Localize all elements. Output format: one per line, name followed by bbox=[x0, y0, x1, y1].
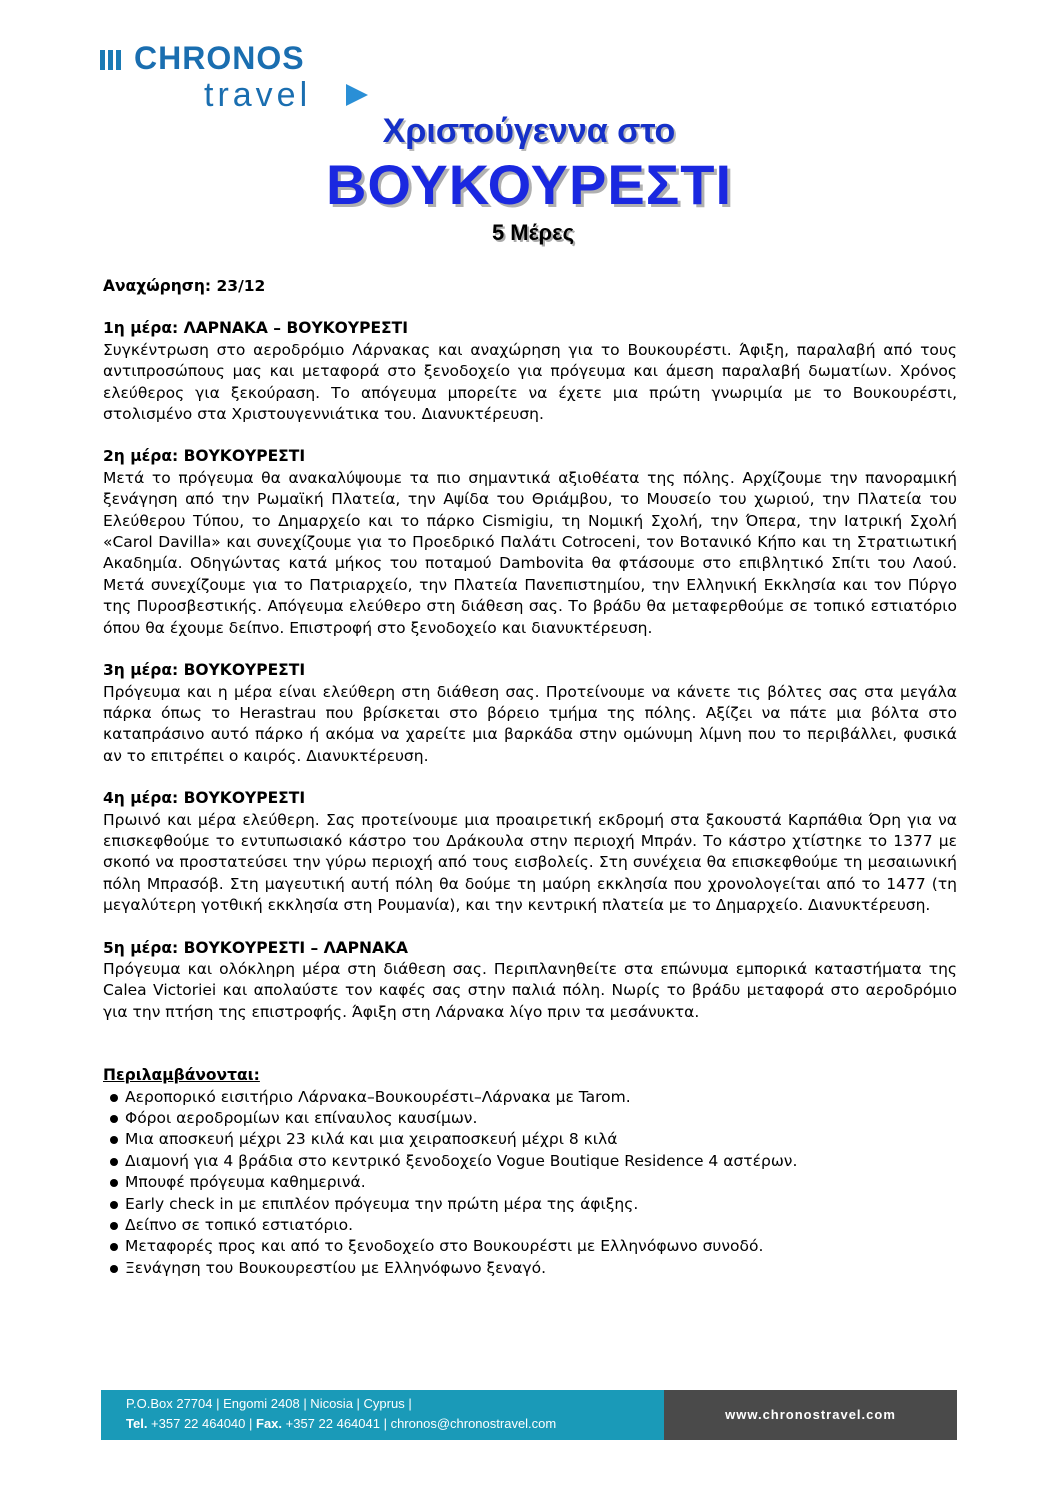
title-line1: Χριστούγεννα στο bbox=[382, 112, 676, 150]
footer-bar bbox=[101, 1390, 957, 1440]
day-1 bbox=[103, 318, 957, 425]
day-title: 2η μέρα: ΒΟΥΚΟΥΡΕΣΤΙ bbox=[103, 447, 306, 466]
day-title: 4η μέρα: ΒΟΥΚΟΥΡΕΣΤΙ bbox=[103, 789, 306, 808]
website-link[interactable]: www.chronostravel.com bbox=[725, 1407, 896, 1422]
footer-website-box bbox=[664, 1390, 957, 1440]
list-item: Early check in με επιπλέον πρόγευμα την πρώτη μέρα της άφιξης. bbox=[109, 1194, 957, 1215]
footer-contact bbox=[126, 1416, 556, 1431]
tel-label: Tel. bbox=[126, 1416, 148, 1431]
logo-brand: CHRONOS bbox=[134, 40, 305, 76]
day-title: 3η μέρα: ΒΟΥΚΟΥΡΕΣΤΙ bbox=[103, 661, 306, 680]
list-item: Αεροπορικό εισιτήριο Λάρνακα–Βουκουρέστι–Λάρνακα με Tarom. bbox=[109, 1087, 957, 1108]
list-item: Δείπνο σε τοπικό εστιατόριο. bbox=[109, 1215, 957, 1236]
logo-sub: travel bbox=[204, 76, 312, 114]
day-title: 1η μέρα: ΛΑΡΝΑΚΑ – ΒΟΥΚΟΥΡΕΣΤΙ bbox=[103, 319, 408, 338]
list-item: Ξενάγηση του Βουκουρεστίου με Ελληνόφωνο ξεναγό. bbox=[109, 1258, 957, 1279]
day-2 bbox=[103, 446, 957, 639]
fax-email: +357 22 464041 | chronos@chronostravel.com bbox=[282, 1416, 557, 1431]
list-item: Μεταφορές προς και από το ξενοδοχείο στο Βουκουρέστι με Ελληνόφωνο συνοδό. bbox=[109, 1236, 957, 1257]
departure-date: Αναχώρηση: 23/12 bbox=[103, 277, 266, 295]
day-text: Πρωινό και μέρα ελεύθερη. Σας προτείνουμε μια προαιρετική εκδρομή στα ξακουστά Καρπάθια Όρη για να επισκεφθούμε το εντυπωσιακό κάστρο του Δράκουλα στην περιοχή Μπράν. Το κάστρο χτίστηκε το 1377 με σκοπό να προστατεύσει την γύρω περιοχή από τους εισβολείς. Στη συνέχεια θα επισκεφθούμε τη μεσαιωνική πόλη Μπρασόβ. Στη μαγευτική αυτή πόλη θα δούμε τη μαύρη εκκλησία που χρονολογείται από το 1477 (τη μεγαλύτερη γοτθική εκκλησία στη Ρουμανία), και την κεντρική πλατεία με το Δημαρχείο. Διανυκτέρευση. bbox=[103, 810, 957, 915]
day-5 bbox=[103, 938, 957, 1024]
includes-list bbox=[103, 1087, 957, 1280]
day-3 bbox=[103, 660, 957, 767]
title-line2: ΒΟΥΚΟΥΡΕΣΤΙ bbox=[325, 153, 733, 216]
footer-address: P.O.Box 27704 | Engomi 2408 | Nicosia | Cyprus | bbox=[126, 1396, 412, 1411]
list-item: Μια αποσκευή μέχρι 23 κιλά και μια χειραποσκευή μέχρι 8 κιλά bbox=[109, 1129, 957, 1150]
includes-section bbox=[103, 1065, 957, 1279]
day-4 bbox=[103, 788, 957, 916]
day-text: Συγκέντρωση στο αεροδρόμιο Λάρνακας και αναχώρηση για το Βουκουρέστι. Άφιξη, παραλαβή από τους αντιπροσώπους μας και μεταφορά στο ξενοδοχείο για πρόγευμα και άμεση παραλαβή δωματίων. Χρόνος ελεύθερος για ξεκούραση. Το απόγευμα μπορείτε να έχετε μια πρώτη γνωριμία με το Βουκουρέστι, στολισμένο στα Χριστουγεννιάτικα του. Διανυκτέρευση. bbox=[103, 340, 957, 424]
title-duration: 5 Μέρες bbox=[491, 220, 575, 245]
day-text: Πρόγευμα και ολόκληρη μέρα στη διάθεση σας. Περιπλανηθείτε στα επώνυμα εμπορικά καταστήματα της Calea Victoriei και απολαύστε τον καφές σας στην παλιά πόλη. Νωρίς το βράδυ μεταφορά στο αεροδρόμιο για την πτήση της επιστροφής. Άφιξη στη Λάρνακα λίγο πριν τα μεσάνυκτα. bbox=[103, 959, 957, 1021]
fax-label: Fax. bbox=[256, 1416, 283, 1431]
day-title: 5η μέρα: ΒΟΥΚΟΥΡΕΣΤΙ – ΛΑΡΝΑΚΑ bbox=[103, 938, 408, 957]
chronos-travel-logo bbox=[100, 40, 390, 120]
play-arrow-icon bbox=[346, 84, 368, 106]
logo-bars-icon bbox=[100, 50, 124, 74]
list-item: Διαμονή για 4 βράδια στο κεντρικό ξενοδοχείο Vogue Boutique Residence 4 αστέρων. bbox=[109, 1151, 957, 1172]
day-text: Μετά το πρόγευμα θα ανακαλύψουμε τα πιο σημαντικά αξιοθέατα της πόλης. Αρχίζουμε την πανοραμική ξενάγηση από την Ρωμαϊκή Πλατεία, την Αψίδα του Θριάμβου, το Μουσείο του χωριού, την Πλατεία του Ελεύθερου Τύπου, το Δημαρχείο και το πάρκο Cismigiu, τη Νομική Σχολή, την Όπερα, την Ιατρική Σχολή «Carol Davilla» και συνεχίζουμε για το Προεδρικό Παλάτι Cotroceni, τον Βοτανικό Κήπο και τη Στρατιωτική Ακαδημία. Οδηγώντας κατά μήκος του ποταμού Dambovita θα φτάσουμε στο επιβλητικό Σπίτι του Λαού. Μετά συνεχίζουμε για το Πατριαρχείο, την Πλατεία Πανεπιστημίου, την Ελληνική Εκκλησία και τον Πύργο της Πυροσβεστικής. Απόγευμα ελεύθερο στη διάθεση σας. Το βράδυ θα μεταφερθούμε σε τοπικό εστιατόριο όπου θα έχουμε δείπνο. Επιστροφή στο ξενοδοχείο και διανυκτέρευση. bbox=[103, 468, 957, 637]
day-text: Πρόγευμα και η μέρα είναι ελεύθερη στη διάθεση σας. Προτείνουμε να κάνετε τις βόλτες σας στα μεγάλα πάρκα όπως το Herastrau που βρίσκεται στο βόρειο τμήμα της πόλης. Αξίζει να πάτε μια βόλτα στο καταπράσινο αυτό πάρκο ή ακόμα να χαρείτε μια βαρκάδα στην ομώνυμη λίμνη που το περιβάλλει, φυσικά αν το επιτρέπει ο καιρός. Διανυκτέρευση. bbox=[103, 682, 957, 765]
list-item: Μπουφέ πρόγευμα καθημερινά. bbox=[109, 1172, 957, 1193]
includes-title: Περιλαμβάνονται: bbox=[103, 1066, 260, 1085]
list-item: Φόροι αεροδρομίων και επίναυλος καυσίμων. bbox=[109, 1108, 957, 1129]
tel-value: +357 22 464040 | bbox=[147, 1416, 256, 1431]
itinerary-content bbox=[103, 276, 957, 1279]
